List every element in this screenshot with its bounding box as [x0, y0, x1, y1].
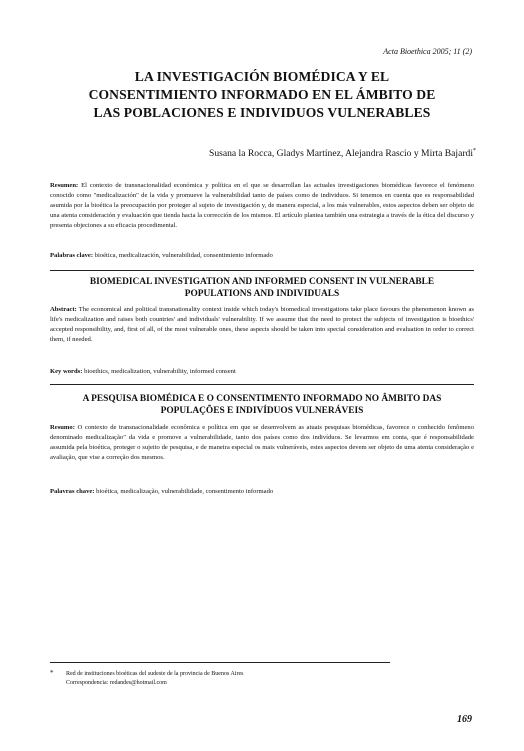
english-keywords	[50, 367, 474, 377]
title-line: CONSENTIMIENTO INFORMADO EN EL ÁMBITO DE	[88, 87, 436, 102]
portuguese-keywords	[50, 487, 474, 497]
section-divider	[50, 270, 474, 271]
title-line: LA INVESTIGACIÓN BIOMÉDICA Y EL	[134, 69, 390, 84]
author-names: Susana la Rocca, Gladys Martínez, Alejandra Rascio y Mirta Bajardi	[208, 148, 473, 160]
abstract-text: El contexto de transnacionalidad económica y política en el que se desarrollan las actuales investigaciones biomédicas favorece el fenómeno conocido como "medicalización" de la vida y promueve la vulnerabilidad tanto de países como de individuos. Si tenemos en cuenta que es responsabilidad asumida por la bioética la preocupación por proteger al sujeto de investigación y, de manera especial, a los más vulnerables, estos aspectos deben ser objeto de una atenta consideración y evaluación que tienda hacia la corrección de los mismos. El artículo plantea también una estrategia a través de la ética del discurso y presenta objeciones a su eficacia procedimental.	[50, 182, 474, 229]
portuguese-title-line: POPULAÇÕES E INDIVÍDUOS VULNERÁVEIS	[160, 406, 364, 416]
keywords-label: Palabras clave:	[50, 252, 94, 259]
article-title	[40, 68, 484, 122]
keywords-text: bioethics, medicalization, vulnerability, informed consent	[82, 368, 236, 375]
page-number: 169	[457, 714, 472, 725]
abstract-text: O contexto de transnacionalidade econômica e política em que se desenvolvem as atuais pesquisas biomédicas, favorece o conhecido fenômeno denominado medicalização" da vida e promove a vulnerabilidade, tanto dos países como dos indivíduos. Se levarmos em conta, que é responsabilidade assumida pela bioética, proteger o sujeito de pesquisa, e de maneira especial os mais vulneráveis, estes aspectos devem ser objeto de uma atenta consideração e avaliação, que vise a correção dos mesmos.	[50, 424, 474, 461]
english-abstract	[50, 305, 474, 345]
spanish-keywords	[50, 251, 474, 261]
keywords-label: Key words:	[50, 368, 83, 375]
keywords-text: bioética, medicalização, vulnerabilidade, consentimento informado	[94, 488, 274, 495]
abstract-label: Resumen:	[50, 182, 79, 189]
footnote-divider	[50, 662, 390, 663]
portuguese-title	[50, 393, 474, 417]
portuguese-title-line: A PESQUISA BIOMÉDICA E O CONSENTIMENTO INFORMADO NO ÂMBITO DAS	[82, 394, 442, 404]
author-footnote-mark: *	[473, 148, 476, 154]
title-line: LAS POBLACIONES E INDIVIDUOS VULNERABLES	[93, 105, 431, 120]
keywords-label: Palavras chave:	[50, 488, 95, 495]
abstract-label: Resumo:	[50, 424, 75, 431]
abstract-label: Abstract:	[50, 306, 77, 313]
author-list	[209, 148, 476, 159]
footnote-correspondence: Correspondencia: redandes@hotmail.com	[66, 680, 167, 686]
english-title-line: BIOMEDICAL INVESTIGATION AND INFORMED CONSENT IN VULNERABLE	[89, 277, 435, 287]
journal-reference: Acta Bioethica 2005; 11 (2)	[383, 47, 472, 56]
abstract-text: The economical and political transnationality context inside which today's biomedical investigations take place favours the phenomenon known as life's medicalization and raises both countries' and individuals' vulnerability. If we assume that the need to protect the subjects of investigation is bioethics' accepted responsibility, and, first of all, of the most vulnerable ones, these aspects should be taken into special consideration and evaluation in order to correct them, if needed.	[50, 306, 474, 343]
footnote-affiliation: Red de instituciones bioéticas del sudeste de la provincia de Buenos Aires	[66, 671, 244, 677]
spanish-abstract	[50, 181, 474, 231]
footnote	[50, 670, 243, 688]
footnote-mark: *	[50, 669, 54, 677]
section-divider	[50, 384, 474, 385]
english-title	[50, 276, 474, 300]
english-title-line: POPULATIONS AND INDIVIDUALS	[184, 289, 340, 299]
portuguese-abstract	[50, 423, 474, 463]
keywords-text: bioética, medicalización, vulnerabilidad, consentimiento informado	[93, 252, 273, 259]
